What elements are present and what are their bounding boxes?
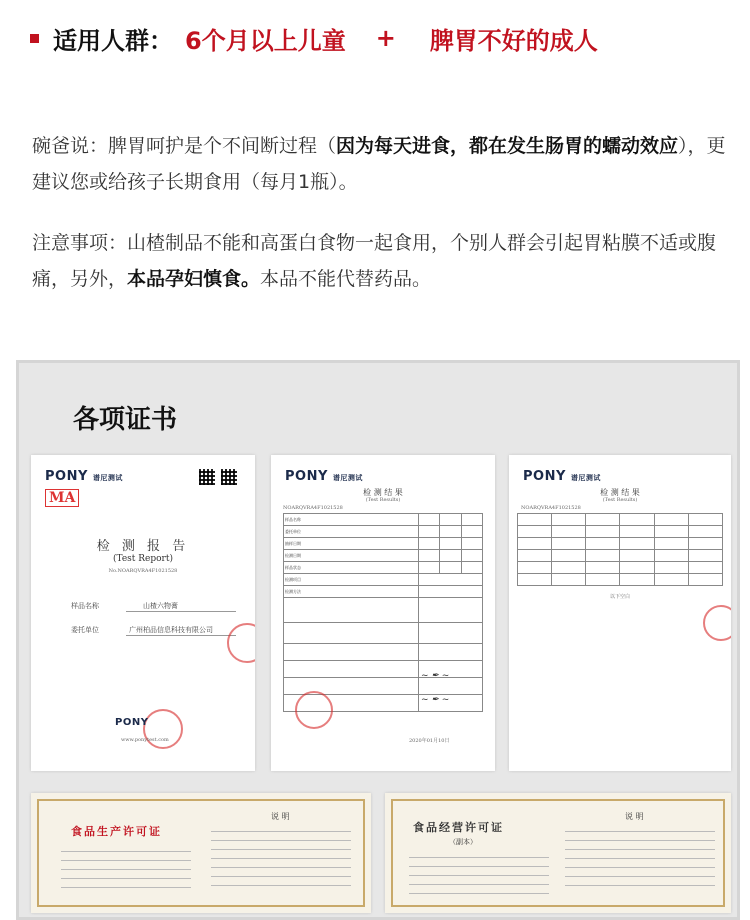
precautions-paragraph <box>32 225 732 297</box>
license-fields <box>409 849 549 902</box>
license-title: 食品生产许可证 <box>71 825 162 838</box>
end-of-report-mark: 以下空白 <box>609 594 630 600</box>
red-square-bullet-icon <box>30 34 39 43</box>
license-notes-title: 说 明 <box>625 812 644 821</box>
headline-label: 适用人群： <box>53 26 173 55</box>
table-row: 样品状态 <box>284 562 419 574</box>
certificates-section <box>16 360 740 920</box>
test-report-cover[interactable] <box>31 455 255 771</box>
pony-logo: PONY 谱尼测试 <box>45 469 123 484</box>
report-title-en: (Test Report) <box>113 554 173 564</box>
license-fields <box>61 843 191 896</box>
signature-image: ~ ✒ ~ <box>421 671 450 681</box>
test-results-page-1[interactable] <box>271 455 495 771</box>
red-seal-stamp <box>295 691 333 729</box>
table-row: 检测项目 <box>284 574 419 586</box>
headline-group-adults: 脾胃不好的成人 <box>429 26 598 55</box>
red-seal-stamp <box>227 623 255 663</box>
report-number: NOARQVRA4F1021528 <box>521 505 581 511</box>
issue-date: 2020年01月10日 <box>409 738 450 744</box>
dad-says-paragraph <box>32 128 732 200</box>
client-label: 委托单位 <box>71 626 99 634</box>
pony-logo: PONY 谱尼测试 <box>285 469 363 484</box>
table-row: 检测日期 <box>284 550 419 562</box>
results-table <box>517 513 723 586</box>
table-row: 委托单位 <box>284 526 419 538</box>
underline <box>126 635 236 636</box>
target-audience-headline <box>30 20 598 56</box>
license-notes <box>211 823 351 894</box>
certificates-title: 各项证书 <box>73 405 178 435</box>
license-notes-title: 说 明 <box>271 812 290 821</box>
footer-website: www.ponytest.com <box>121 737 169 743</box>
sample-value: 山楂六物膏 <box>143 602 178 610</box>
paragraph1-lead: 碗爸说：脾胃呵护是个不间断过程（ <box>32 135 337 157</box>
report-title-cn: 检 测 报 告 <box>96 539 190 554</box>
results-subtitle: (Test Results) <box>602 497 638 503</box>
license-notes <box>565 823 715 894</box>
test-results-page-2[interactable] <box>509 455 731 771</box>
underline <box>126 611 236 612</box>
table-row: 抽样日期 <box>284 538 419 550</box>
report-number: NOARQVRA4F1021528 <box>283 505 343 511</box>
paragraph2-tail: 本品不能代替药品。 <box>260 268 432 290</box>
results-title: 检 测 结 果 <box>363 488 403 497</box>
headline-plus: + <box>375 24 396 52</box>
pony-footer-logo: PONY <box>115 717 149 728</box>
signature-image: ~ ✒ ~ <box>421 695 450 705</box>
results-table <box>283 513 483 712</box>
qr-code-icon <box>199 469 215 485</box>
table-row: 样品名称 <box>284 514 419 526</box>
client-value: 广州柏品信息科技有限公司 <box>129 626 213 634</box>
results-title: 检 测 结 果 <box>600 488 640 497</box>
report-number: No.NOARQVRA4F1021528 <box>108 568 178 574</box>
food-production-license[interactable] <box>31 793 371 913</box>
license-copy-label: （副本） <box>449 838 477 846</box>
sample-label: 样品名称 <box>71 602 99 610</box>
paragraph2-lead: 注意事项：山楂制品不能和高蛋白食物一起食用，个别人群会引起胃粘膜不适或腹痛，另外， <box>32 232 717 290</box>
paragraph1-emphasis: 因为每天进食，都在发生肠胃的蠕动效应 <box>336 135 679 157</box>
pony-logo: PONY 谱尼测试 <box>523 469 601 484</box>
cma-mark: MA <box>45 489 79 507</box>
food-business-license[interactable] <box>385 793 731 913</box>
headline-group-children: 6个月以上儿童 <box>185 26 346 55</box>
license-title: 食品经营许可证 <box>413 821 504 834</box>
results-subtitle: (Test Results) <box>365 497 401 503</box>
table-row: 检测方法 <box>284 586 419 598</box>
qr-code-icon <box>221 469 237 485</box>
paragraph2-emphasis: 本品孕妇慎食。 <box>127 268 261 290</box>
red-seal-stamp <box>143 709 183 749</box>
red-seal-stamp <box>703 605 731 641</box>
paragraph1-tail: ），更建议您或给孩子长期食用（每月1瓶）。 <box>32 135 726 193</box>
